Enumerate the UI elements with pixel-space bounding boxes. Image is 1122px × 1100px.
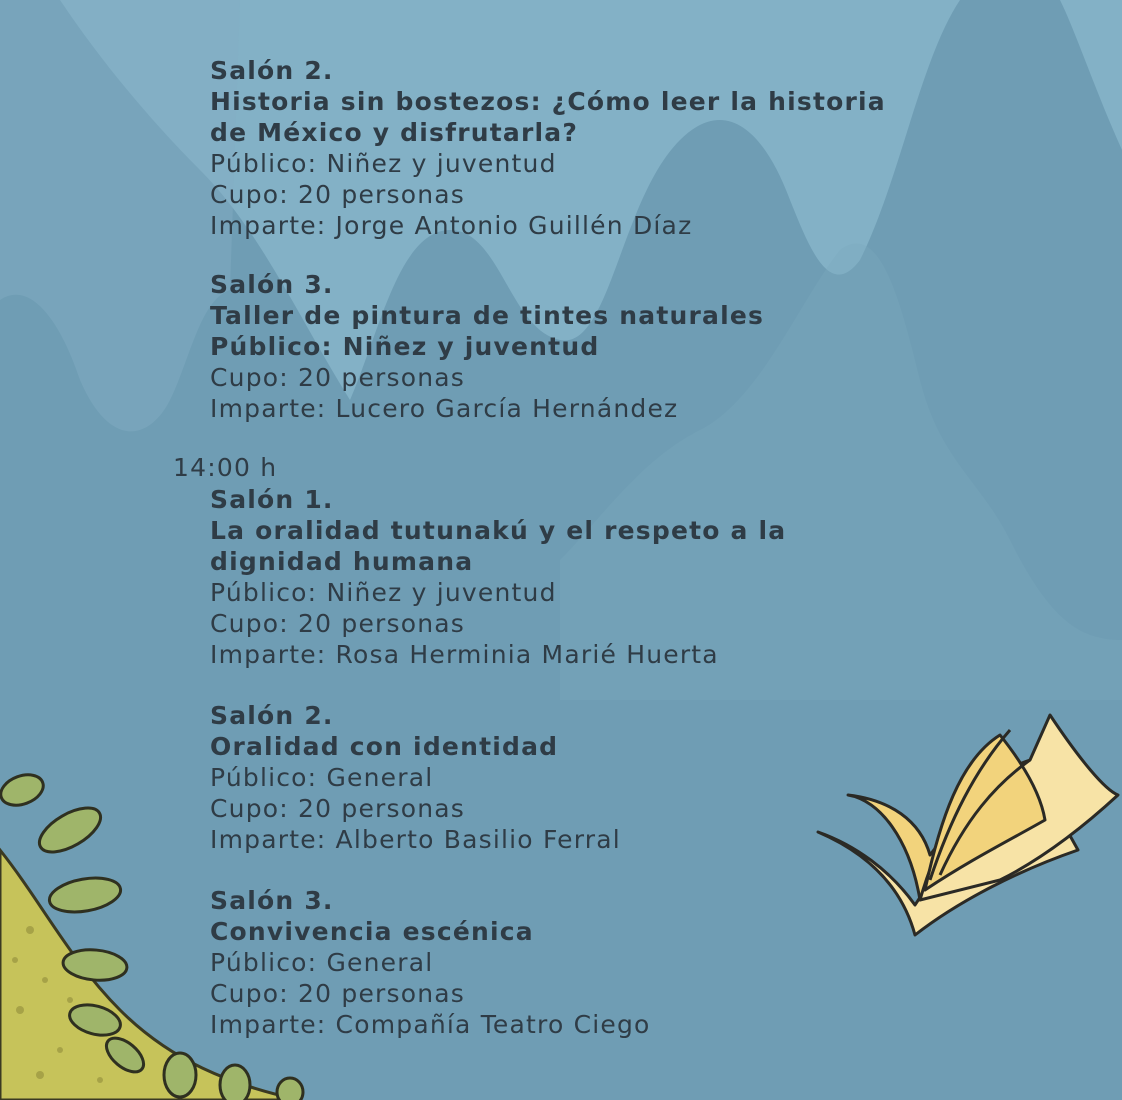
session-title: Historia sin bostezos: ¿Cómo leer la historia: [210, 87, 886, 116]
session-capacity: Cupo: 20 personas: [210, 180, 466, 209]
session-capacity: Cupo: 20 personas: [210, 609, 466, 638]
session-title: La oralidad tutunakú y el respeto a la: [210, 516, 787, 545]
session-audience: Público: Niñez y juventud: [210, 332, 600, 361]
session-room: Salón 1.: [210, 485, 334, 514]
session-audience: Público: General: [210, 948, 434, 977]
session-speaker: Imparte: Lucero García Hernández: [210, 394, 679, 423]
session-title: de México y disfrutarla?: [210, 118, 579, 147]
session-title: Convivencia escénica: [210, 917, 534, 946]
session-salon-2: [210, 700, 621, 855]
session-title: dignidad humana: [210, 547, 474, 576]
time-slot-heading: 14:00 h: [173, 453, 278, 482]
session-capacity: Cupo: 20 personas: [210, 794, 466, 823]
session-speaker: Imparte: Rosa Herminia Marié Huerta: [210, 640, 719, 669]
session-salon-3: [210, 269, 764, 424]
session-audience: Público: Niñez y juventud: [210, 578, 557, 607]
session-room: Salón 2.: [210, 701, 334, 730]
session-room: Salón 3.: [210, 270, 334, 299]
session-salon-1: [210, 484, 786, 670]
session-speaker: Imparte: Compañía Teatro Ciego: [210, 1010, 651, 1039]
session-room: Salón 3.: [210, 886, 334, 915]
session-room: Salón 2.: [210, 56, 334, 85]
session-capacity: Cupo: 20 personas: [210, 363, 466, 392]
session-speaker: Imparte: Alberto Basilio Ferral: [210, 825, 621, 854]
session-salon-2: [210, 55, 886, 241]
session-audience: Público: Niñez y juventud: [210, 149, 557, 178]
session-audience: Público: General: [210, 763, 434, 792]
session-capacity: Cupo: 20 personas: [210, 979, 466, 1008]
session-title: Taller de pintura de tintes naturales: [210, 301, 765, 330]
session-speaker: Imparte: Jorge Antonio Guillén Díaz: [210, 211, 693, 240]
session-title: Oralidad con identidad: [210, 732, 559, 761]
session-salon-3: [210, 885, 651, 1040]
